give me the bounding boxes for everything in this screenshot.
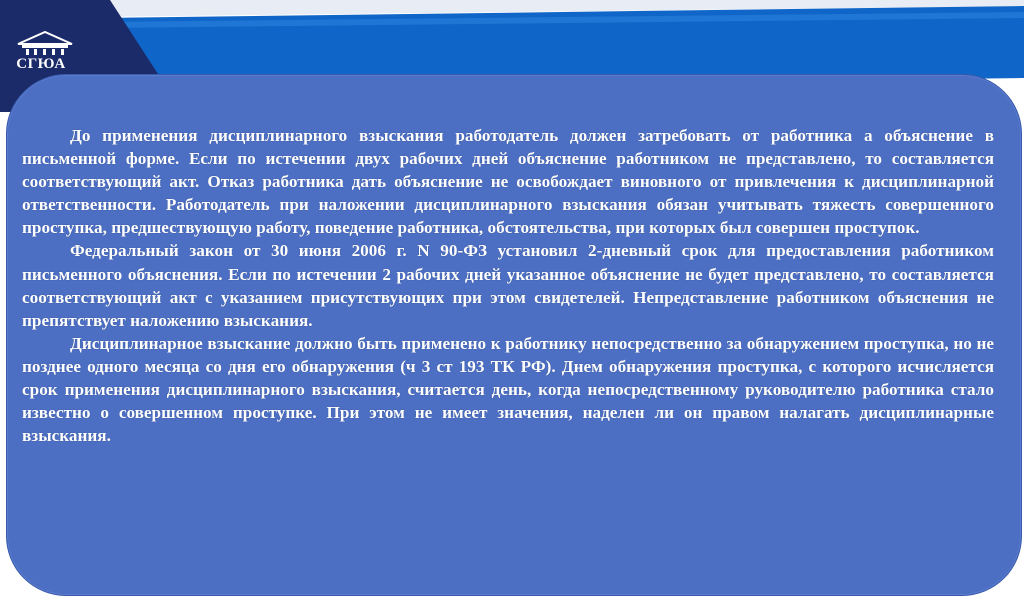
paragraph-3: Дисциплинарное взыскание должно быть применено к работнику непосредственно за обнаружением проступка, но не позднее одного месяца со дня его обнаружения (ч 3 ст 193 ТК РФ). Днем обнаружения проступка, с которого исчисляется срок применения дисциплинарного взыскания, считается день, когда непосредственному руководителю работника стало известно о совершенном проступке. При этом не имеет значения, наделен ли он правом налагать дисциплинарные взыскания.	[22, 333, 994, 446]
logo-text: СГЮА	[16, 56, 66, 72]
building-icon	[10, 30, 80, 58]
paragraph-2: Федеральный закон от 30 июня 2006 г. N 90-ФЗ установил 2-дневный срок для предоставления работником письменного объяснения. Если по истечении 2 рабочих дней указанное объяснение не будет представлено, то составляется соответствующий акт с указанием присутствующих при этом свидетелей. Непредставление работником объяснения не препятствует наложению взыскания.	[22, 241, 994, 330]
body-text	[22, 124, 994, 447]
paragraph-1: До применения дисциплинарного взыскания работодатель должен затребовать от работника а объяснение в письменной форме. Если по истечении двух рабочих дней объяснение работником не представлено, то составляется соответствующий акт. Отказ работника дать объяснение не освобождает виновного от привлечения к дисциплинарной ответственности. Работодатель при наложении дисциплинарного взыскания обязан учитывать тяжесть совершенного проступка, предшествующую работу, поведение работника, обстоятельства, при которых был совершен проступок.	[22, 126, 994, 238]
